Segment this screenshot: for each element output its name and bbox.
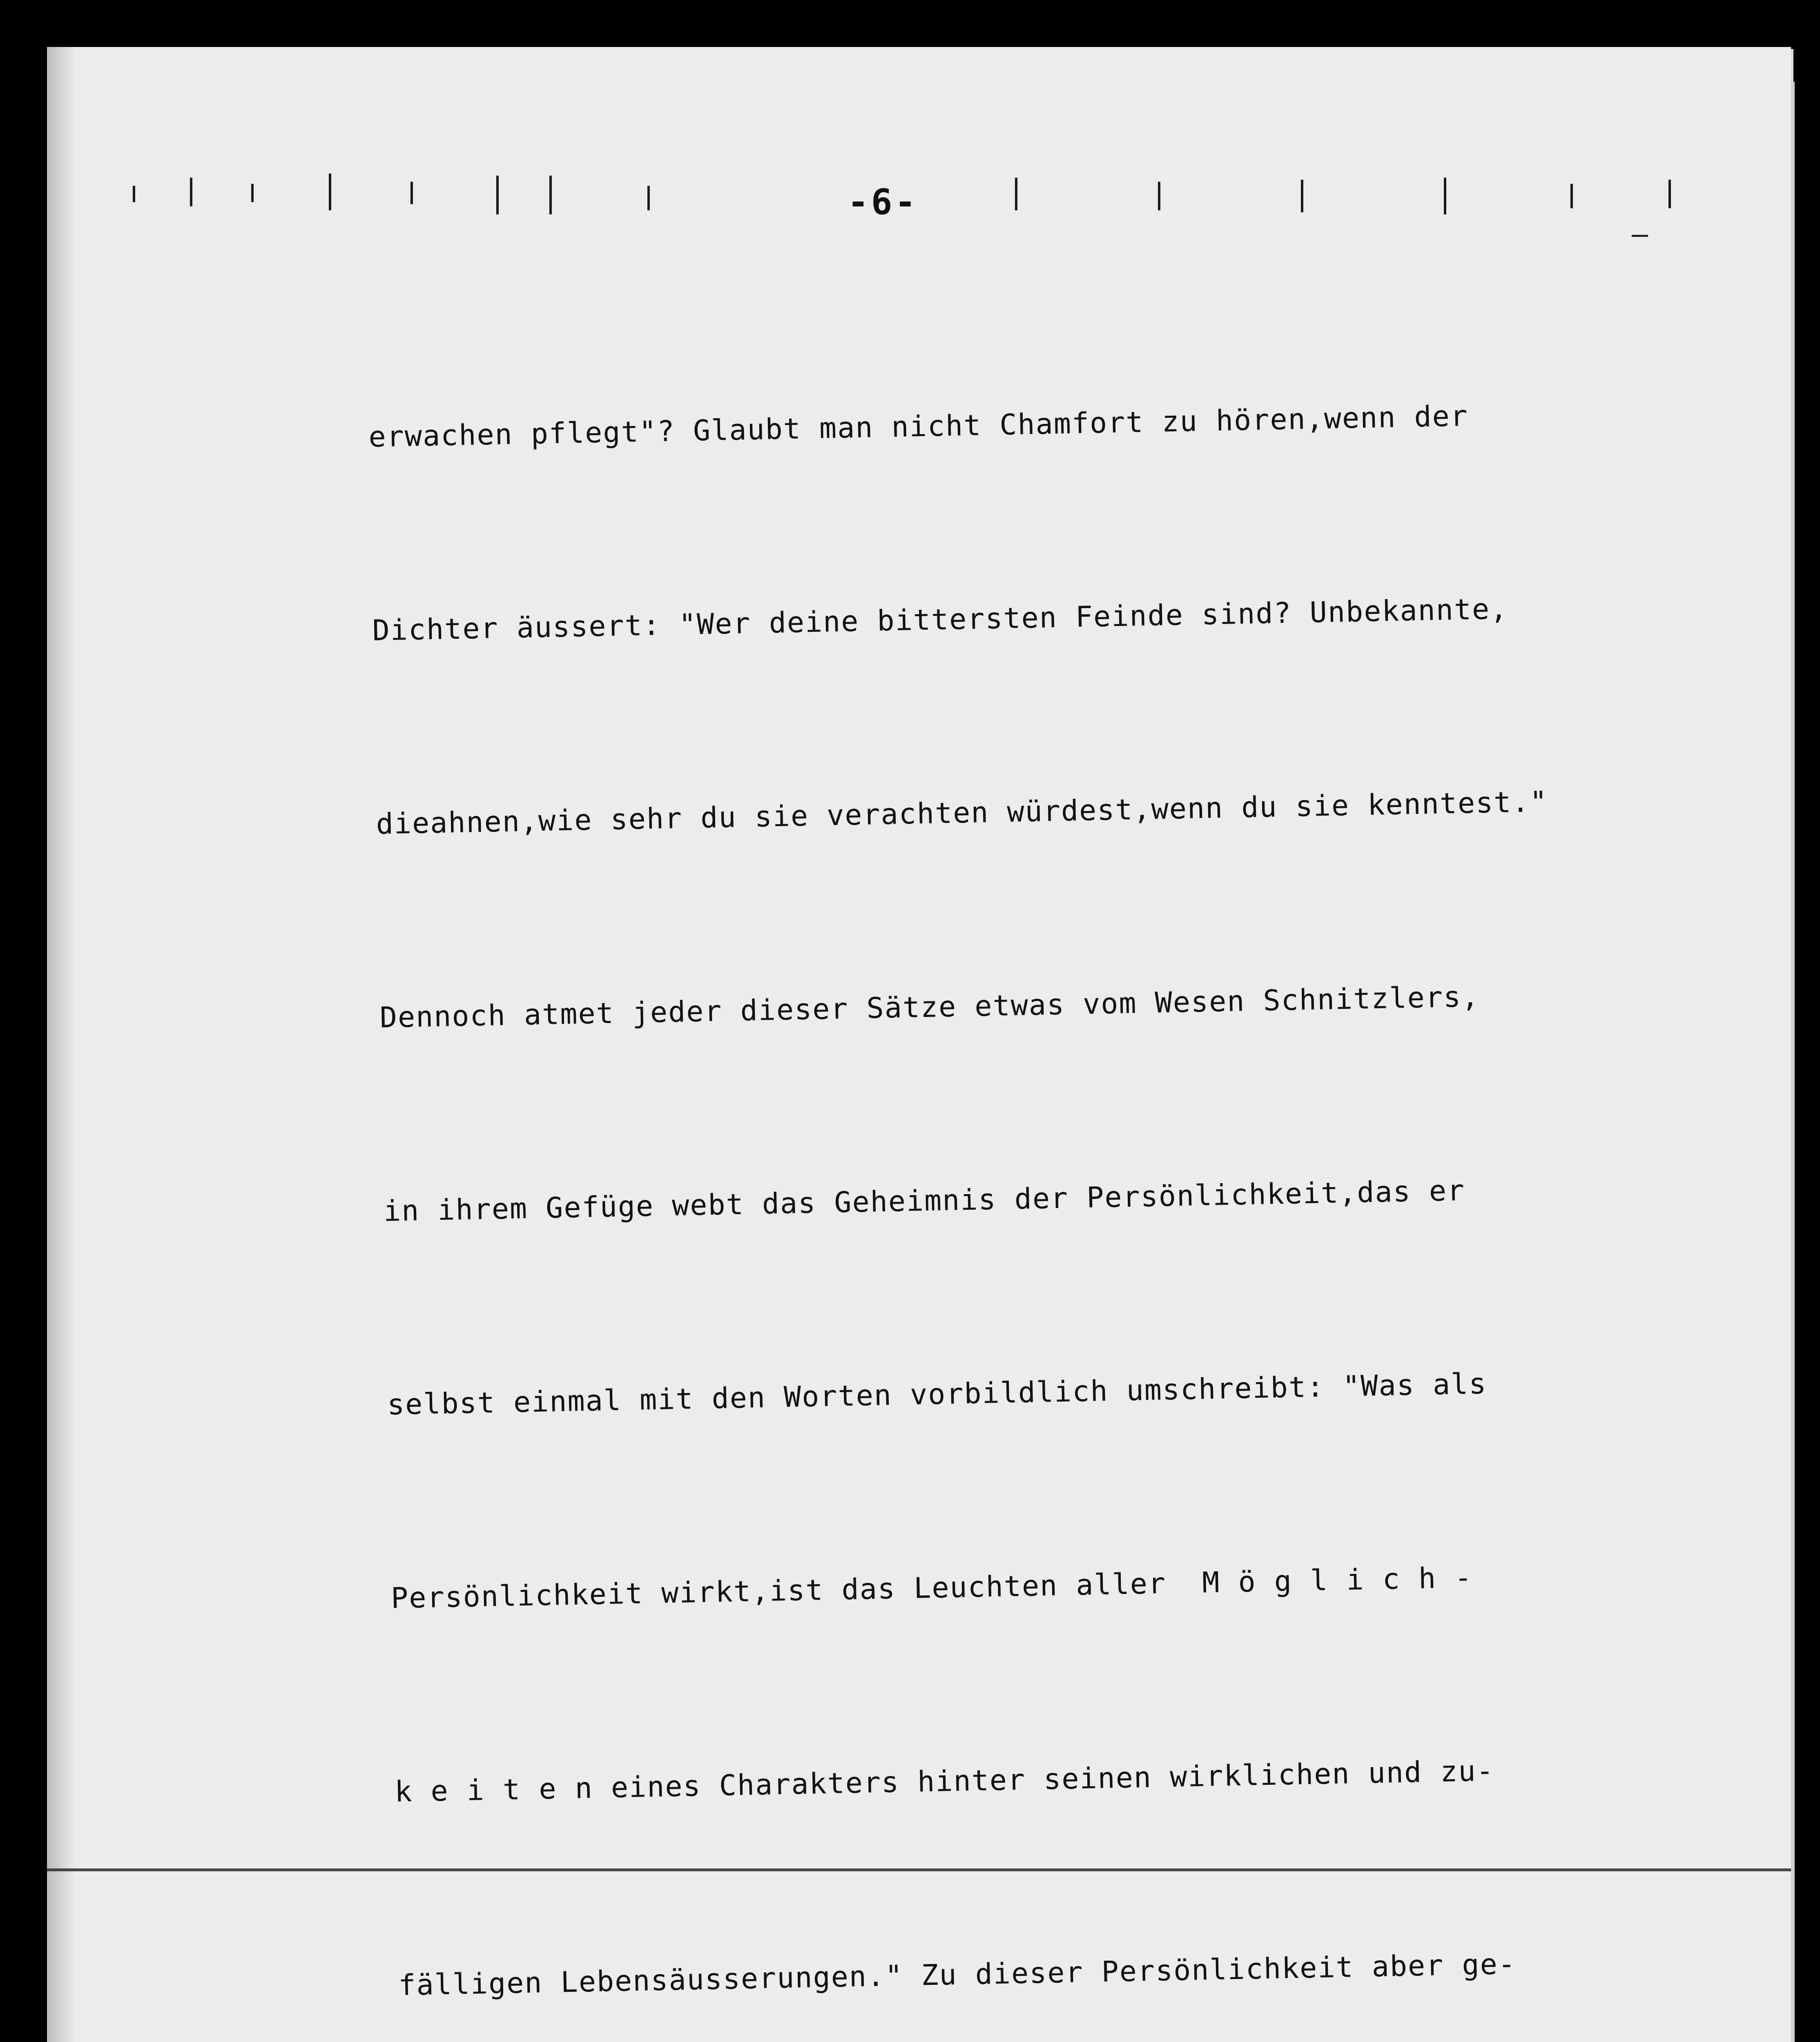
- bleed-through-marks: [116, 161, 1730, 243]
- bleed-mark: [647, 186, 650, 210]
- typewritten-text: [366, 250, 1791, 2042]
- bleed-mark: [251, 184, 254, 202]
- bleed-mark: [133, 186, 135, 202]
- bleed-mark: [1158, 182, 1160, 210]
- bleed-mark: [1570, 184, 1573, 208]
- text-line: erwachen pflegt"? Glaubt man nicht Chamfort zu hören,wenn der: [368, 399, 1469, 454]
- bleed-mark: [1444, 178, 1446, 214]
- text-line: Dennoch atmet jeder dieser Sätze etwas vom Wesen Schnitzlers,: [379, 979, 1480, 1034]
- bleed-mark: [496, 176, 499, 214]
- fold-crease: [47, 1868, 1791, 1871]
- text-line: fälligen Lebensäusserungen." Zu dieser Persönlichkeit aber ge-: [398, 1947, 1517, 2002]
- text-line: Dichter äussert: "Wer deine bittersten Feinde sind? Unbekannte,: [372, 592, 1509, 647]
- bleed-mark: [1668, 180, 1671, 208]
- bleed-mark: [1301, 180, 1303, 212]
- bleed-mark: [1015, 178, 1017, 210]
- bleed-mark: [549, 176, 552, 214]
- text-line: in ihrem Gefüge webt das Geheimnis der Persönlichkeit,das er: [383, 1173, 1465, 1228]
- document-page: [47, 47, 1791, 2042]
- bleed-mark: [190, 178, 192, 206]
- text-line: k e i t e n eines Charakters hinter seinen wirklichen und zu-: [394, 1754, 1495, 1809]
- text-line: selbst einmal mit den Worten vorbildlich umschreibt: "Was als: [387, 1367, 1488, 1422]
- page-number: -6-: [848, 182, 919, 223]
- text-line: Persönlichkeit wirkt,ist das Leuchten aller M ö g l i c h -: [390, 1560, 1473, 1615]
- text-line: dieahnen,wie sehr du sie verachten würdest,wenn du sie kenntest.": [375, 785, 1548, 841]
- bleed-mark: [410, 182, 413, 204]
- bleed-mark: [329, 174, 331, 210]
- margin-mark: [1632, 235, 1648, 237]
- page-edge-shadow: [47, 47, 76, 2042]
